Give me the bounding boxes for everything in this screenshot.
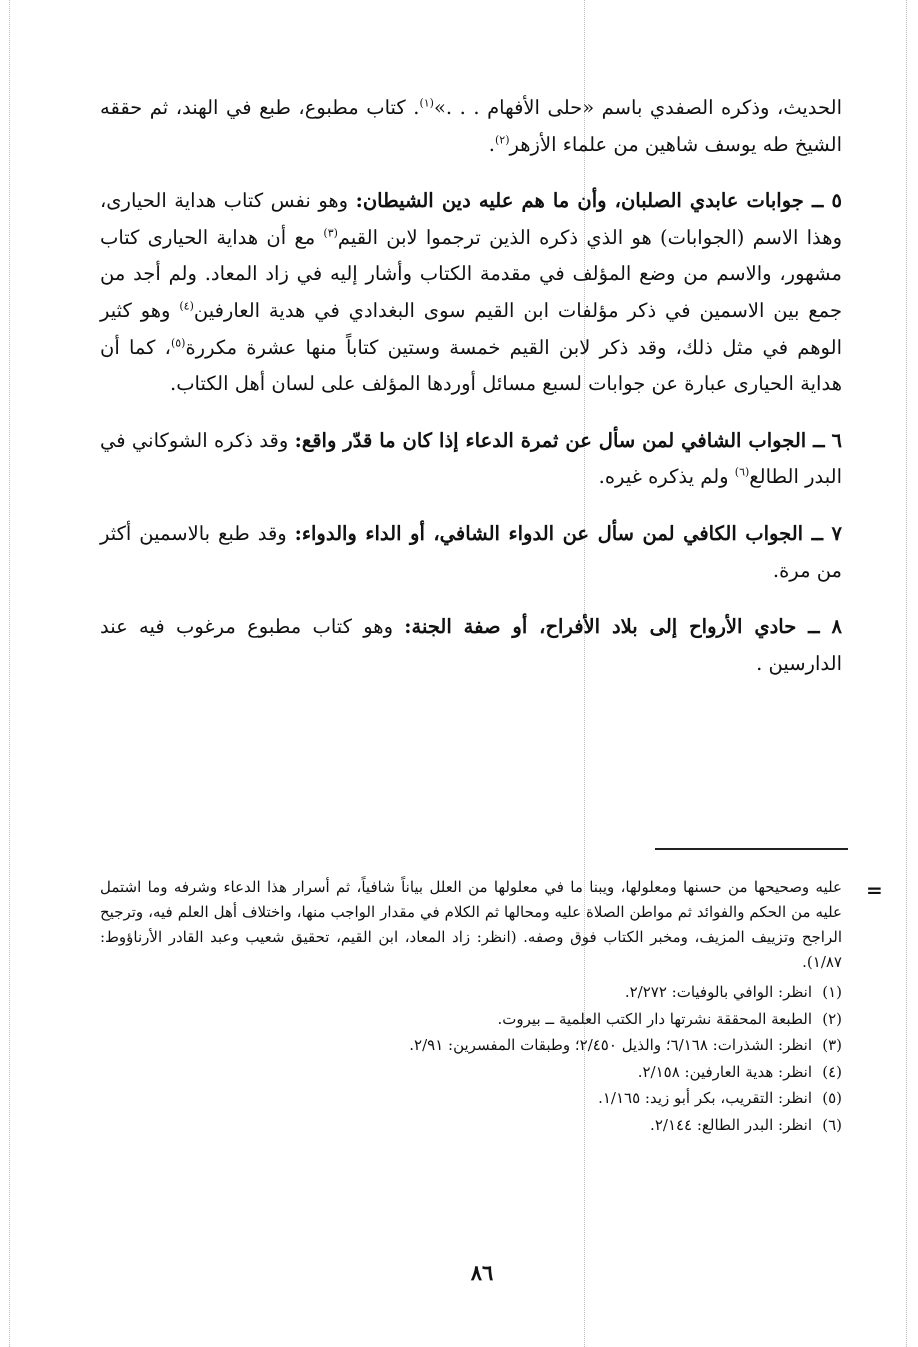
paragraph-text: . كتاب مطبوع، طبع في الهند، ثم حققه الشيخ طه يوسف شاهين من علماء الأزهر	[100, 96, 842, 156]
scan-edge-left	[9, 0, 10, 1347]
footnote-item	[100, 1059, 842, 1086]
scan-edge-right	[906, 0, 907, 1347]
footnote-ref: (٥)	[170, 336, 186, 350]
footnote-item	[100, 1112, 842, 1139]
item-number: ٨ ــ	[796, 615, 842, 639]
footnote-separator	[655, 848, 848, 850]
paragraph-text: ، كما أن هداية الحيارى عبارة عن جوابات لسبع مسائل أوردها المؤلف على لسان أهل الكتاب.	[100, 335, 842, 396]
paragraph-text: وهو نفس كتاب هداية الحيارى، وهذا الاسم (الجوابات) هو الذي ذكره الذين ترجموا لابن القيم	[100, 189, 842, 249]
footnote-ref: (٦)	[734, 465, 750, 479]
main-text	[100, 90, 842, 682]
footnote-item	[100, 1085, 842, 1112]
paragraph-8-book-item	[100, 609, 842, 682]
book-title: حادي الأرواح إلى بلاد الأفراح، أو صفة الجنة:	[404, 615, 797, 639]
footnote-number: (٤)	[822, 1062, 842, 1081]
paragraph-text: وقد ذكره الشوكاني في البدر الطالع	[100, 428, 842, 489]
paragraph-5-book-item	[100, 183, 842, 403]
footnote-ref: (٣)	[323, 226, 338, 240]
footnote-number: (٦)	[822, 1115, 842, 1134]
book-title: الجواب الشافي لمن سأل عن ثمرة الدعاء إذا كان ما قدّر واقع:	[294, 428, 807, 452]
footnote-number: (٢)	[822, 1009, 842, 1028]
paragraph-text: وهو كثير الوهم في مثل ذلك، وقد ذكر لابن القيم خمسة وستين كتاباً منها عشرة مكررة	[100, 298, 842, 359]
paragraph-text: وقد طبع بالاسمين أكثر من مرة.	[100, 521, 842, 582]
paragraph-text: مع أن هداية الحيارى كتاب مشهور، والاسم من وضع المؤلف في مقدمة الكتاب وأشار إليه في زاد المعاد. ولم أجد من جمع بين الاسمين في ذكر مؤلفات ابن القيم سوى البغدادي في هدية العارفين	[100, 225, 842, 322]
footnote-item	[100, 1032, 842, 1059]
footnote-text: انظر: التقريب، بكر أبو زيد: ١/١٦٥.	[598, 1089, 812, 1108]
footnote-text: انظر: الشذرات: ٦/١٦٨؛ والذيل ٢/٤٥٠؛ وطبقات المفسرين: ٢/٩١.	[409, 1036, 812, 1055]
item-number: ٥ ــ	[803, 189, 843, 213]
paragraph-1	[100, 90, 842, 163]
item-number: ٦ ــ	[806, 428, 842, 452]
footnote-number: (٣)	[822, 1036, 842, 1055]
footnote-item	[100, 979, 842, 1006]
paragraph-7-book-item	[100, 516, 842, 589]
continuation-mark: =	[866, 878, 883, 902]
footnote-continuation: عليه وصحيحها من حسنها ومعلولها، ويبنا ما في معلولها من العلل بياناً شافياً، ثم أسرار هذا الدعاء وشرفه وما اشتمل عليه من الحكم والفوائد ثم مواطن الصلاة عليه ومحالها ثم الكلام في مقدار الواجب منها، واختلاف أهل العلم فيه، وترجيح الراجح وتزييف المزيف، ومخبر الكتاب فوق وصفه. (انظر: زاد المعاد، ابن القيم، تحقيق شعيب وعبد القادر الأرناؤوط: ١/٨٧).	[100, 878, 842, 971]
paragraph-text: الحديث، وذكره الصفدي باسم «حلى الأفهام . . .»	[433, 96, 842, 119]
footnote-text: انظر: الوافي بالوفيات: ٢/٢٧٢.	[624, 983, 812, 1001]
footnote-number: (٥)	[822, 1089, 842, 1108]
book-title: الجواب الكافي لمن سأل عن الدواء الشافي، أو الداء والدواء:	[294, 521, 804, 545]
footnote-ref: (٤)	[179, 299, 194, 313]
book-title: جوابات عابدي الصلبان، وأن ما هم عليه دين الشيطان:	[355, 189, 804, 213]
paragraph-text: ولم يذكره غيره.	[598, 465, 735, 489]
paragraph-text: وهو كتاب مطبوع مرغوب فيه عند الدارسين .	[100, 615, 842, 675]
footnotes	[100, 875, 842, 1139]
footnote-ref: (١)	[419, 96, 434, 110]
footnote-item	[100, 1006, 842, 1033]
footnote-text: الطبعة المحققة نشرتها دار الكتب العلمية ــ بيروت.	[497, 1009, 812, 1028]
footnote-ref: (٢)	[495, 133, 510, 147]
page-number: ٨٦	[470, 1260, 494, 1285]
footnote-number: (١)	[822, 983, 842, 1001]
footnote-text: انظر: هدية العارفين: ٢/١٥٨.	[637, 1062, 812, 1081]
item-number: ٧ ــ	[803, 521, 842, 545]
footnote-text: انظر: البدر الطالع: ٢/١٤٤.	[650, 1115, 812, 1134]
paragraph-text: .	[488, 132, 495, 156]
paragraph-6-book-item	[100, 423, 842, 496]
